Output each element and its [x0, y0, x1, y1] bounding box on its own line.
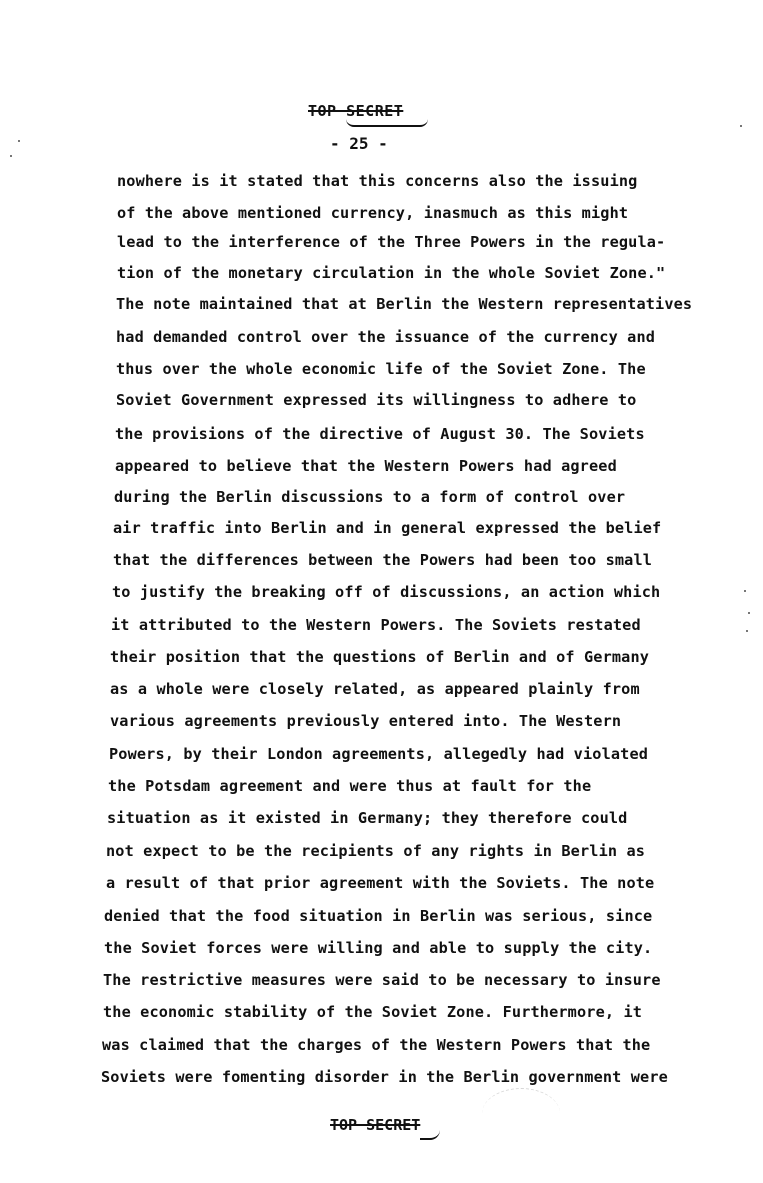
footer-classification-text: TOP SECRET	[330, 1116, 421, 1134]
body-line: tion of the monetary circulation in the whole Soviet Zone."	[117, 264, 666, 282]
header-underline-swash	[346, 119, 428, 127]
page-number: - 25 -	[330, 134, 388, 153]
body-line: during the Berlin discussions to a form of control over	[114, 488, 626, 506]
body-line: air traffic into Berlin and in general expressed the belief	[113, 519, 662, 537]
body-line: appeared to believe that the Western Powers had agreed	[115, 457, 617, 475]
header-classification-text: TOP SECRET	[308, 102, 404, 120]
body-line: The note maintained that at Berlin the Western representatives	[116, 295, 693, 313]
body-line: the Soviet forces were willing and able to supply the city.	[104, 939, 653, 957]
body-line: had demanded control over the issuance of the currency and	[116, 328, 656, 346]
header-classification-marking	[308, 102, 403, 120]
body-line: The restrictive measures were said to be necessary to insure	[103, 971, 661, 989]
scan-speck	[10, 155, 12, 157]
footer-underline-swash	[420, 1130, 440, 1140]
body-line: not expect to be the recipients of any rights in Berlin as	[106, 842, 646, 860]
footer-classification-marking	[330, 1116, 420, 1134]
body-line: Soviet Government expressed its willingness to adhere to	[116, 391, 637, 409]
faint-stamp-mark	[482, 1088, 560, 1139]
body-line: as a whole were closely related, as appeared plainly from	[110, 680, 640, 698]
scan-speck	[740, 125, 742, 127]
scan-speck	[748, 612, 750, 614]
body-line: the Potsdam agreement and were thus at fault for the	[108, 777, 592, 795]
scan-speck	[744, 590, 746, 592]
body-line: a result of that prior agreement with the Soviets. The note	[106, 874, 655, 892]
body-line: lead to the interference of the Three Powers in the regula-	[117, 233, 666, 251]
body-line: thus over the whole economic life of the Soviet Zone. The	[116, 360, 646, 378]
body-line: various agreements previously entered into. The Western	[110, 712, 622, 730]
body-line: situation as it existed in Germany; they therefore could	[107, 809, 628, 827]
body-line: nowhere is it stated that this concerns also the issuing	[117, 172, 638, 190]
body-line: the economic stability of the Soviet Zone. Furthermore, it	[103, 1003, 643, 1021]
body-line: the provisions of the directive of August 30. The Soviets	[115, 425, 645, 443]
scan-speck	[746, 630, 748, 632]
body-line: to justify the breaking off of discussions, an action which	[112, 583, 661, 601]
body-line: of the above mentioned currency, inasmuch as this might	[117, 204, 629, 222]
body-line: denied that the food situation in Berlin was serious, since	[104, 907, 653, 925]
scan-speck	[18, 140, 20, 142]
body-line: their position that the questions of Berlin and of Germany	[110, 648, 650, 666]
body-line: Powers, by their London agreements, allegedly had violated	[109, 745, 649, 763]
body-line: it attributed to the Western Powers. The Soviets restated	[111, 616, 641, 634]
body-line: was claimed that the charges of the Western Powers that the	[102, 1036, 651, 1054]
body-line: that the differences between the Powers had been too small	[113, 551, 653, 569]
body-line: Soviets were fomenting disorder in the Berlin government were	[101, 1068, 668, 1086]
